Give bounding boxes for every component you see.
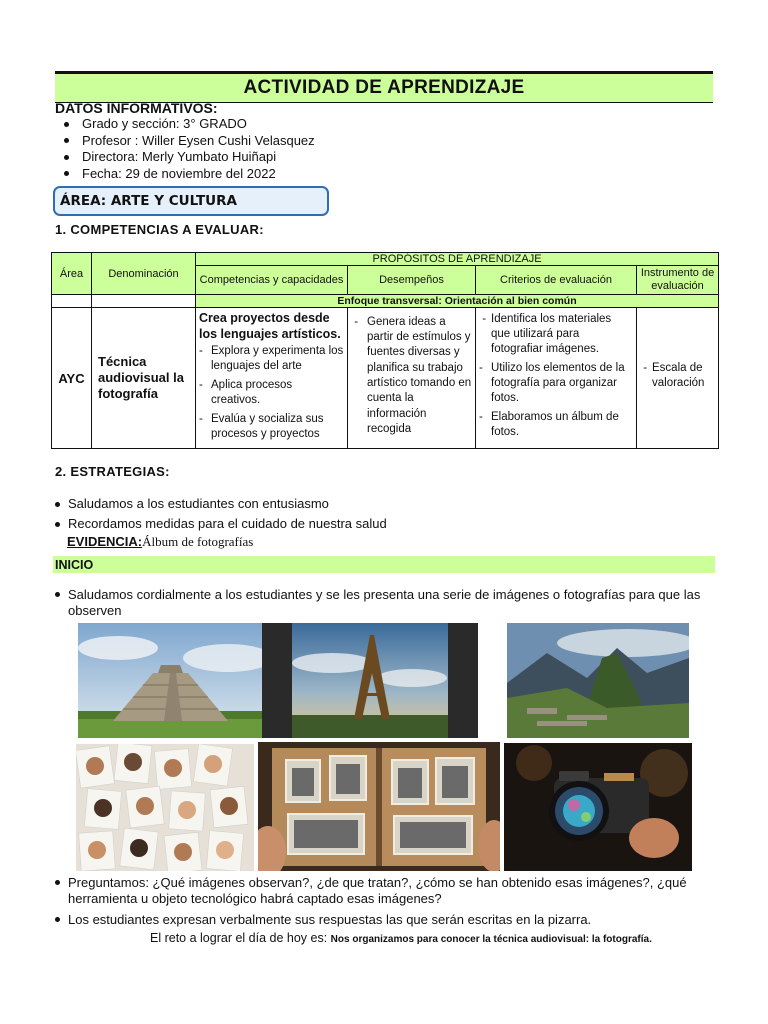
bullet-icon (55, 502, 60, 507)
col-header-instrumento: Instrumento de evaluación (637, 266, 719, 295)
capacidades-list (199, 344, 344, 442)
eiffel-photo (262, 623, 478, 738)
enfoque-spacer (52, 295, 92, 308)
col-header-criterios: Criterios de evaluación (476, 266, 637, 295)
bullet-icon (64, 171, 69, 176)
machu-picchu-photo (507, 623, 689, 738)
cell-desempenos (348, 308, 476, 449)
portraits-collage-photo (76, 744, 254, 871)
evidencia (67, 534, 253, 550)
page-title: ACTIVIDAD DE APRENDIZAJE (55, 71, 713, 103)
area-box: ÁREA: ARTE Y CULTURA (53, 186, 329, 216)
bullet-icon (55, 522, 60, 527)
estrategias-title: 2. ESTRATEGIAS: (55, 464, 170, 479)
datos-item: Profesor : Willer Eysen Cushi Velasquez (64, 133, 315, 150)
propositos-table (51, 252, 719, 449)
camera-photo (504, 743, 692, 871)
list-item: - Utilizo los elementos de la fotografía para organizar fotos. (479, 362, 625, 404)
evidencia-value: Álbum de fotografías (142, 534, 254, 549)
bullet-icon (64, 155, 69, 160)
bullet-icon (64, 122, 69, 127)
datos-item: Grado y sección: 3° GRADO (64, 116, 315, 133)
competencia-text: Crea proyectos desde los lenguajes artísticos. (199, 311, 341, 341)
datos-item: Fecha: 29 de noviembre del 2022 (64, 166, 315, 183)
col-header-denominacion: Denominación (92, 253, 196, 295)
preguntas-list (55, 875, 720, 933)
instrumento-list (640, 361, 715, 391)
inicio-paragraph: Saludamos cordialmente a los estudiantes y se les presenta una serie de imágenes o fotografías para que las observen (55, 587, 715, 619)
cell-area: AYC (52, 308, 92, 449)
list-item: Los estudiantes expresan verbalmente sus respuestas las que serán escritas en la pizarra. (55, 912, 720, 928)
estrategias-list (55, 494, 387, 534)
competencias-title: 1. COMPETENCIAS A EVALUAR: (55, 222, 264, 237)
desempenos-list (351, 315, 472, 437)
criterios-list (479, 312, 633, 440)
bullet-icon (55, 592, 60, 597)
list-item: Preguntamos: ¿Qué imágenes observan?, ¿de que tratan?, ¿cómo se han obtenido esas imágenes?, ¿qué herramienta u objeto tecnológico habrá captado esas imágenes? (55, 875, 720, 907)
reto (150, 931, 652, 945)
list-item: - Evalúa y socializa sus procesos y proyectos (199, 413, 324, 440)
group-header: PROPÓSITOS DE APRENDIZAJE (196, 253, 719, 266)
bullet-icon (64, 138, 69, 143)
datos-list (64, 116, 315, 182)
bullet-icon (55, 880, 60, 885)
col-header-competencias: Competencias y capacidades (196, 266, 348, 295)
pyramid-photo (78, 623, 262, 738)
col-header-desempenos: Desempeños (348, 266, 476, 295)
list-item: - Aplica procesos creativos. (199, 379, 293, 406)
list-item: Saludamos a los estudiantes con entusiasmo (55, 494, 387, 514)
list-item: - Elaboramos un álbum de fotos. (479, 411, 619, 438)
cell-instrumento (637, 308, 719, 449)
inicio-header: INICIO (53, 556, 715, 573)
list-item: - Explora y experimenta los lenguajes del arte (199, 345, 344, 372)
enfoque-transversal: Enfoque transversal: Orientación al bien común (196, 295, 719, 308)
list-item: - Genera ideas a partir de estímulos y fuentes diversas y planifica su trabajo artístico tomando en cuenta la información recogida (351, 315, 472, 435)
enfoque-spacer (92, 295, 196, 308)
list-item: - Escala de valoración (640, 362, 705, 389)
cell-denominacion: Técnica audiovisual la fotografía (92, 308, 196, 449)
list-item: - Identifica los materiales que utilizará para fotografiar imágenes. (479, 313, 612, 355)
evidencia-label: EVIDENCIA: (67, 534, 143, 549)
bullet-icon (55, 917, 60, 922)
photo-album-photo (258, 742, 500, 871)
cell-competencias (196, 308, 348, 449)
col-header-area: Área (52, 253, 92, 295)
list-item: Recordamos medidas para el cuidado de nuestra salud (55, 514, 387, 534)
table-row (52, 308, 719, 449)
datos-item: Directora: Merly Yumbato Huiñapi (64, 149, 315, 166)
datos-title: DATOS INFORMATIVOS: (55, 100, 218, 116)
reto-label: El reto a lograr el día de hoy es: (150, 931, 328, 945)
cell-criterios (476, 308, 637, 449)
reto-text: Nos organizamos para conocer la técnica audiovisual: la fotografía. (330, 934, 652, 945)
